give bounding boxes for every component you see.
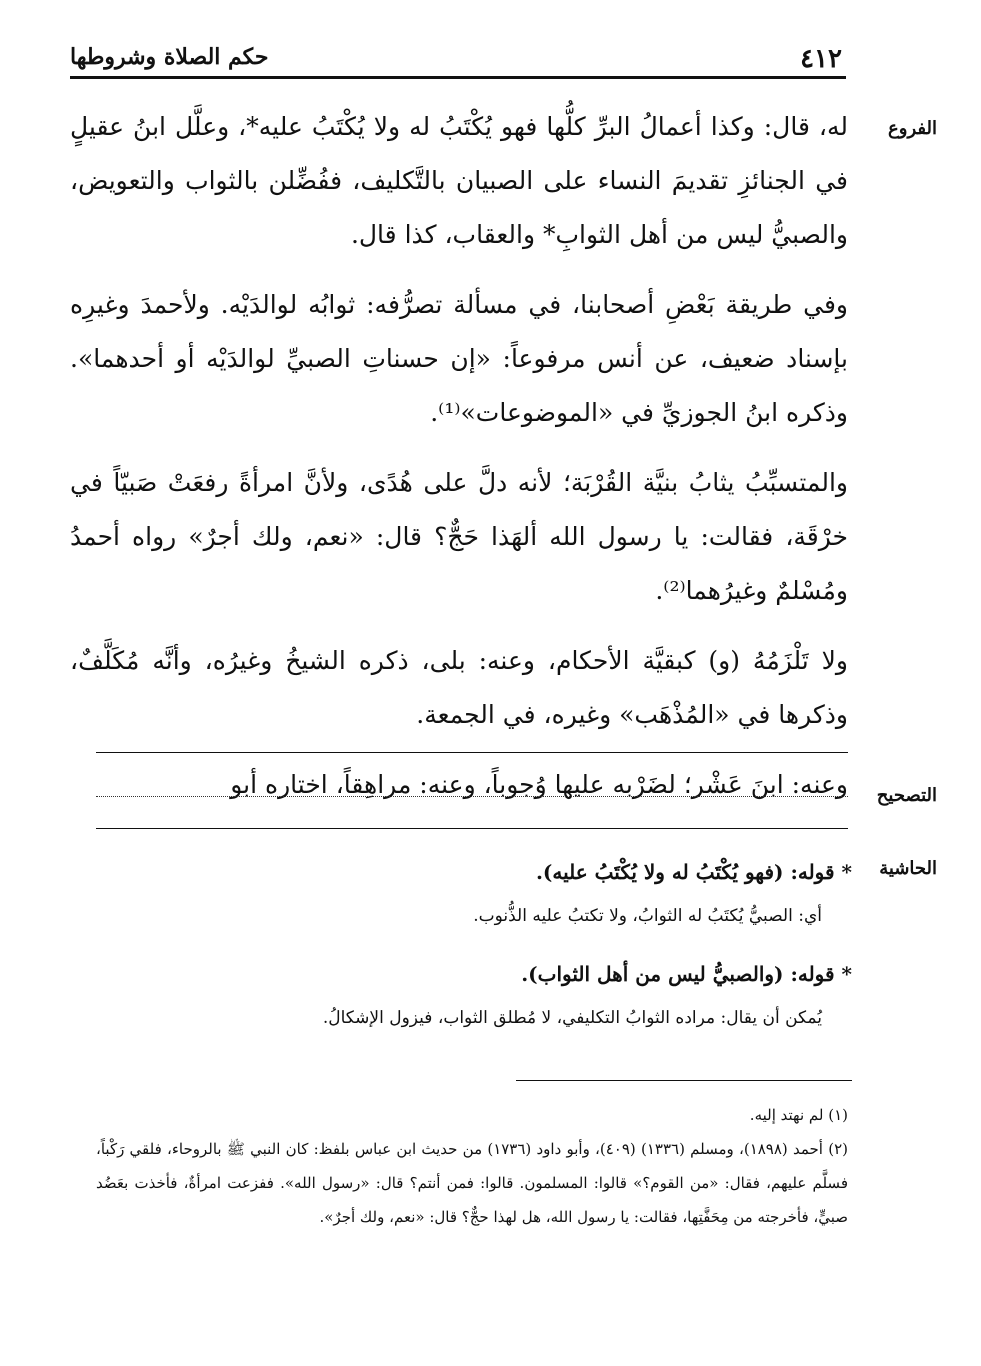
hashiya-note-heading: * قوله: (فهو يُكْتَبُ له ولا يُكْتَبُ عليه).: [535, 860, 852, 884]
margin-label-furu: الفروع: [888, 118, 937, 139]
footnotes: [96, 1098, 848, 1234]
main-paragraph: والمتسبِّبُ يثابُ بنيَّة القُرْبَة؛ لأنه دلَّ على هُدًى، ولأنَّ امرأةً رفعَتْ صَبيّاً في خرْقَة، فقالت: يا رسول الله ألهَذا حَجٌّ؟ قال: «نعم، ولك أجرٌ» رواه أحمدُ ومُسْلمٌ وغيرُهما⁽²⁾.: [70, 468, 848, 605]
main-paragraph: له، قال: وكذا أعمالُ البرِّ كلُّها فهو يُكْتَبُ له ولا يُكْتَبُ عليه*، وعلَّل ابنُ عقيلٍ في الجنائزِ تقديمَ النساء على الصبيان بالتَّكليف، ففُضِّلن بالثواب والتعويض، والصبيُّ ليس من أهل الثوابِ* والعقاب، كذا قال.: [70, 112, 848, 249]
main-text: [70, 100, 848, 828]
running-title: حكم الصلاة وشروطها: [70, 44, 269, 70]
hashiya-section: [140, 850, 852, 1054]
page-number: ٤١٢: [800, 44, 842, 74]
footnote: (٢) أحمد (١٨٩٨)، ومسلم (١٣٣٦) (٤٠٩)، وأبو داود (١٧٣٦) من حديث ابن عباس بلفظ: كان النبي ﷺ بالروحاء، فلقي رَكْباً، فسلَّم عليهم، فقال: «من القوم؟» قالوا: المسلمون. قالوا: فمن أنتم؟ قال: «رسول الله». ففزعت امرأةٌ، فأخذت بعَضُد صبيٍّ، فأخرجته من مِحَفَّتِها، فقالت: يا رسول الله، هل لهذا حجٌّ؟ قال: «نعم، ولك أجرٌ».: [96, 1140, 848, 1226]
hashiya-note-body: يُمكن أن يقال: مراده الثوابُ التكليفي، لا مُطلق الثواب، فيزول الإشكالُ.: [322, 1008, 822, 1028]
footnote: (١) لم نهتد إليه.: [749, 1106, 848, 1124]
page-header: [70, 40, 846, 80]
tashih-dotted-line: [96, 796, 848, 797]
margin-label-hashiya: الحاشية: [879, 858, 937, 879]
hashiya-note-body: أي: الصبيُّ يُكتَبُ له الثوابُ، ولا تكتبُ عليه الذُّنوب.: [473, 906, 822, 926]
margin-label-tashih: التصحيح: [876, 785, 937, 806]
hashiya-note-heading: * قوله: (والصبيُّ ليس من أهل الثواب).: [521, 962, 852, 986]
main-paragraph: وعنه: ابنَ عَشْر؛ لضَرْبه عليها وُجوباً، وعنه: مراهِقاً، اختاره أبو: [230, 770, 848, 799]
footnote-separator: [516, 1080, 852, 1081]
main-paragraph: وفي طريقة بَعْضِ أصحابنا، في مسألة تصرُّفه: ثوابُه لوالدَيْه. ولأحمدَ وغيرِه بإسناد ضعيف، عن أنس مرفوعاً: «إن حسناتِ الصبيِّ لوالدَيْه أو أحدهما». وذكره ابنُ الجوزيِّ في «الموضوعات»⁽¹⁾.: [70, 290, 848, 427]
header-rule: [70, 76, 846, 79]
tashih-top-rule: [96, 752, 848, 753]
tashih-bottom-rule: [96, 828, 848, 829]
main-paragraph: ولا تَلْزَمُهُ (و) كبقيَّة الأحكام، وعنه: بلى، ذكره الشيخُ وغيرُه، وأنَّه مُكَلَّفٌ، وذكرها في «المُذْهَب» وغيره، في الجمعة.: [70, 646, 848, 729]
tashih-section: [96, 752, 848, 832]
